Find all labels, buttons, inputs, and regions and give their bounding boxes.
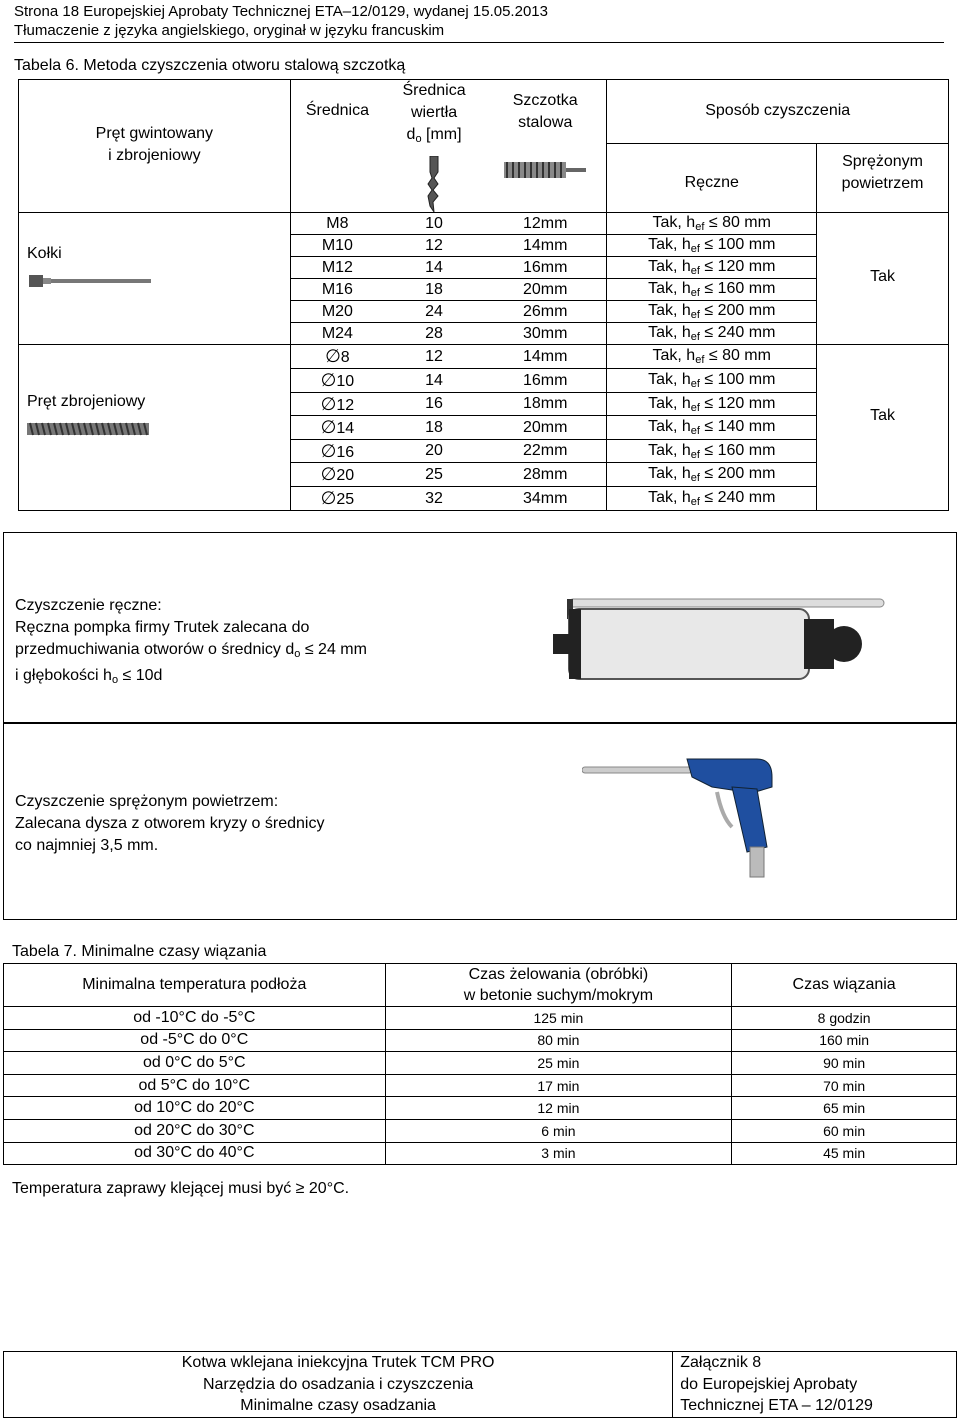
manual-cell: [607, 393, 817, 416]
brush-cell: 34mm: [484, 487, 607, 511]
manual-pre: Tak, h: [648, 465, 691, 482]
t7-gel-cell: 25 min: [385, 1052, 732, 1075]
header-drill-line2: wiertła: [410, 104, 458, 121]
manual-cell: [607, 301, 817, 323]
header-drill-line1: Średnica: [402, 82, 466, 99]
header-drill-sub: o: [415, 133, 422, 145]
diameter-symbol-icon: ∅: [320, 417, 337, 438]
header-air-line1: Sprężonym: [842, 152, 923, 170]
footer-right-1: Załącznik 8: [680, 1354, 762, 1371]
manual-pre: Tak, h: [648, 324, 691, 341]
size-value: 25: [336, 491, 355, 508]
manual-pre: Tak, h: [648, 236, 691, 253]
drill-cell: 24: [384, 301, 484, 323]
header-rod-line1: Pręt gwintowany: [95, 125, 214, 142]
header-line-1: Strona 18 Europejskiej Aprobaty Technicznej ETA–12/0129, wydanej 15.05.2013: [14, 3, 548, 20]
manual-val: ≤ 120 mm: [699, 258, 776, 275]
air-cleaning-text: [15, 791, 324, 857]
header-rod-line2: i zbrojeniowy: [108, 147, 201, 164]
diameter-cell: [290, 416, 384, 440]
manual-cell: [607, 257, 817, 279]
air-cleaning-box: [3, 722, 957, 920]
manual-pre: Tak, h: [648, 441, 691, 459]
brush-cell: 18mm: [484, 393, 607, 416]
hand-pump-icon: [549, 589, 889, 709]
brush-cell: 16mm: [484, 257, 607, 279]
table7-title: [12, 943, 266, 961]
t7-gel-cell: 3 min: [385, 1142, 732, 1165]
manual-val: ≤ 80 mm: [704, 214, 771, 231]
header-diameter: [290, 80, 384, 213]
manual-line-1: Ręczna pompka firmy Trutek zalecana do: [15, 619, 310, 636]
size-value: 10: [336, 373, 355, 390]
header-manual: [607, 143, 817, 212]
diameter-cell: [290, 213, 384, 235]
manual-pre: Tak, h: [648, 394, 691, 412]
size-value: M20: [321, 302, 353, 320]
brush-cell: 12mm: [484, 213, 607, 235]
manual-line-2-sub: o: [294, 648, 301, 660]
diameter-cell: [290, 257, 384, 279]
t7-gel-cell: 12 min: [385, 1097, 732, 1120]
header-brush: [484, 80, 607, 213]
t7-temp-cell: od 0°C do 5°C: [4, 1052, 386, 1075]
table6-title: Tabela 6. Metoda czyszczenia otworu stalową szczotką: [14, 57, 406, 74]
manual-cell: [607, 235, 817, 257]
size-value: 16: [336, 443, 355, 461]
header-rod: [19, 80, 291, 213]
diameter-cell: [290, 440, 384, 463]
footer-right-2: do Europejskiej Aprobaty: [680, 1375, 858, 1393]
t7-header-temp: Minimalna temperatura podłoża: [4, 964, 386, 1007]
t7-temp-cell: od 20°C do 30°C: [4, 1119, 386, 1142]
air-title: Czyszczenie sprężonym powietrzem: [15, 793, 274, 810]
brush-cell: 16mm: [484, 369, 607, 393]
manual-sub: ef: [690, 496, 700, 508]
size-value: 8: [340, 349, 350, 366]
table-row: [4, 1142, 957, 1165]
footer-right-3: Technicznej ETA – 12/0129: [680, 1397, 873, 1414]
brush-cell: 14mm: [484, 345, 607, 369]
manual-cleaning-box: [3, 532, 957, 724]
t7-gel-cell: 6 min: [385, 1119, 732, 1142]
manual-cell: [607, 369, 817, 393]
brush-cell: 30mm: [484, 323, 607, 345]
group-label-cell: [19, 345, 291, 511]
t7-cure-cell: 70 min: [732, 1074, 957, 1097]
manual-val: ≤ 100 mm: [699, 236, 776, 253]
manual-val: ≤ 200 mm: [699, 302, 776, 319]
t7-header-gel-line1: Czas żelowania (obróbki): [468, 966, 649, 983]
t7-cure-cell: 65 min: [732, 1097, 957, 1120]
air-cell: Tak: [817, 345, 949, 511]
manual-sub: ef: [690, 287, 700, 299]
manual-title-line: [15, 595, 367, 617]
t7-temp-cell: od -5°C do 0°C: [4, 1029, 386, 1052]
brush-cell: 22mm: [484, 440, 607, 463]
anchor-rod-icon: [27, 269, 157, 293]
t7-cure-cell: 90 min: [732, 1052, 957, 1075]
manual-line-2-post: ≤ 24 mm: [300, 641, 367, 658]
manual-sub: ef: [690, 243, 700, 255]
header-brush-line2: stalowa: [518, 114, 573, 131]
air-title-line: [15, 791, 324, 813]
group-label-kolki: Kołki: [27, 245, 62, 262]
diameter-cell: [290, 323, 384, 345]
header-method-label: Sposób czyszczenia: [705, 102, 851, 120]
manual-val: ≤ 160 mm: [699, 441, 776, 459]
manual-val: ≤ 120 mm: [699, 394, 776, 412]
brush-cell: 20mm: [484, 279, 607, 301]
t7-temp-cell: od 5°C do 10°C: [4, 1074, 386, 1097]
manual-line-2: [15, 639, 367, 665]
manual-line-2-pre: przedmuchiwania otworów o średnicy d: [15, 641, 295, 658]
manual-cleaning-text: [15, 595, 367, 691]
size-value: 14: [336, 420, 355, 437]
footer-left-3: Minimalne czasy osadzania: [240, 1397, 436, 1414]
header-manual-label: Ręczne: [684, 174, 739, 191]
size-value: M24: [321, 324, 353, 342]
manual-sub: ef: [690, 472, 700, 484]
group-label-rebar: Pręt zbrojeniowy: [27, 393, 146, 410]
size-value: 12: [336, 396, 355, 414]
steel-brush-icon: [504, 160, 586, 180]
header-diameter-label: Średnica: [305, 102, 369, 119]
diameter-cell: [290, 487, 384, 511]
table-row: [4, 1052, 957, 1075]
drill-cell: 32: [384, 487, 484, 511]
header-drill-line3: [384, 124, 484, 150]
diameter-cell: [290, 235, 384, 257]
manual-sub: ef: [690, 401, 700, 414]
manual-sub: ef: [690, 309, 700, 321]
header-drill: [384, 80, 484, 213]
t7-cure-cell: 45 min: [732, 1142, 957, 1165]
drill-cell: 14: [384, 257, 484, 279]
footer-left: [4, 1352, 673, 1418]
header-line-2: Tłumaczenie z języka angielskiego, oryginał w języku francuskim: [14, 22, 445, 39]
air-colon: :: [273, 793, 279, 810]
t7-temp-cell: od -10°C do -5°C: [4, 1007, 386, 1030]
size-value: 20: [336, 467, 355, 484]
diameter-symbol-icon: ∅: [320, 488, 337, 509]
drill-cell: 16: [384, 393, 484, 416]
manual-pre: Tak, h: [648, 258, 691, 275]
manual-pre: Tak, h: [648, 489, 691, 506]
t7-header-gel-line2: w betonie suchym/mokrym: [463, 987, 654, 1004]
manual-cell: [607, 440, 817, 463]
drill-cell: 12: [384, 345, 484, 369]
air-cell: Tak: [817, 213, 949, 345]
drill-cell: 18: [384, 416, 484, 440]
table-row: [4, 1097, 957, 1120]
table7-title-text: Tabela 7. Minimalne czasy wiązania: [12, 943, 267, 960]
t7-gel-cell: 80 min: [385, 1029, 732, 1052]
manual-sub: ef: [690, 378, 700, 390]
manual-sub: ef: [695, 354, 705, 366]
footer-left-1: Kotwa wklejana iniekcyjna Trutek TCM PRO: [181, 1354, 495, 1371]
t7-cure-cell: 160 min: [732, 1029, 957, 1052]
t7-cure-cell: 60 min: [732, 1119, 957, 1142]
diameter-symbol-icon: ∅: [320, 440, 337, 462]
rebar-icon: [27, 417, 157, 441]
manual-title: Czyszczenie ręczne: [15, 597, 158, 614]
t7-temp-cell: od 30°C do 40°C: [4, 1142, 386, 1165]
table-row: [4, 1029, 957, 1052]
manual-val: ≤ 140 mm: [699, 418, 776, 435]
diameter-cell: [290, 393, 384, 416]
manual-line-3: [15, 665, 367, 691]
document-header: [14, 2, 944, 43]
diameter-symbol-icon: ∅: [320, 393, 337, 415]
t7-header-gel: [385, 964, 732, 1007]
size-value: M8: [326, 214, 349, 232]
manual-val: ≤ 80 mm: [704, 347, 771, 364]
brush-cell: 14mm: [484, 235, 607, 257]
drill-cell: 12: [384, 235, 484, 257]
drill-cell: 28: [384, 323, 484, 345]
t7-gel-cell: 17 min: [385, 1074, 732, 1097]
diameter-symbol-icon: ∅: [320, 370, 337, 391]
manual-cell: [607, 279, 817, 301]
table6: [18, 79, 949, 511]
diameter-cell: [290, 369, 384, 393]
table6-group-anchors: [19, 213, 949, 511]
drill-cell: 18: [384, 279, 484, 301]
brush-cell: 28mm: [484, 463, 607, 487]
drill-cell: 14: [384, 369, 484, 393]
table-row: [4, 1074, 957, 1097]
brush-cell: 26mm: [484, 301, 607, 323]
manual-cell: [607, 416, 817, 440]
manual-pre: Tak, h: [648, 302, 691, 319]
header-method: [607, 80, 949, 144]
manual-pre: Tak, h: [648, 371, 691, 388]
t7-header-cure: Czas wiązania: [732, 964, 957, 1007]
brush-cell: 20mm: [484, 416, 607, 440]
manual-pre: Tak, h: [648, 418, 691, 435]
size-value: M10: [321, 236, 353, 254]
header-brush-line1: Szczotka: [512, 92, 578, 109]
air-line-2: co najmniej 3,5 mm.: [15, 837, 159, 854]
manual-cell: [607, 487, 817, 511]
manual-sub: ef: [695, 221, 705, 233]
manual-cell: [607, 323, 817, 345]
header-air-line2: powietrzem: [841, 174, 924, 192]
manual-val: ≤ 240 mm: [699, 489, 776, 506]
footer-table: [3, 1351, 957, 1418]
manual-sub: ef: [690, 331, 700, 343]
size-value: M16: [321, 280, 353, 298]
diameter-cell: [290, 279, 384, 301]
t7-temp-cell: od 10°C do 20°C: [4, 1097, 386, 1120]
manual-pre: Tak, h: [648, 280, 691, 297]
manual-cell: [607, 213, 817, 235]
manual-sub: ef: [690, 425, 700, 437]
table-row: [4, 1007, 957, 1030]
manual-val: ≤ 100 mm: [699, 371, 776, 388]
manual-cell: [607, 463, 817, 487]
air-line-1: Zalecana dysza z otworem kryzy o średnicy: [15, 815, 325, 832]
drill-cell: 20: [384, 440, 484, 463]
footer-left-2: Narzędzia do osadzania i czyszczenia: [202, 1375, 474, 1393]
temperature-note: Temperatura zaprawy klejącej musi być ≥ 20°C.: [12, 1180, 350, 1197]
table-row: [19, 345, 949, 369]
manual-sub: ef: [690, 265, 700, 277]
drill-bit-icon: [419, 156, 449, 212]
group-label-cell: [19, 213, 291, 345]
manual-pre: Tak, h: [652, 214, 696, 231]
table-row: [4, 1119, 957, 1142]
size-value: M12: [321, 258, 353, 276]
header-drill-unit: [mm]: [421, 126, 462, 143]
diameter-cell: [290, 463, 384, 487]
manual-pre: Tak, h: [652, 347, 696, 364]
drill-cell: 25: [384, 463, 484, 487]
diameter-symbol-icon: ∅: [320, 464, 337, 485]
diameter-cell: [290, 301, 384, 323]
air-gun-icon: [582, 737, 782, 887]
table7: [3, 963, 957, 1165]
manual-val: ≤ 200 mm: [699, 465, 776, 482]
diameter-symbol-icon: ∅: [325, 346, 341, 367]
manual-line-3-sub: o: [111, 674, 119, 686]
footer-right: [673, 1352, 957, 1418]
drill-cell: 10: [384, 213, 484, 235]
t7-cure-cell: 8 godzin: [732, 1007, 957, 1030]
header-drill-d: d: [406, 126, 416, 143]
t7-gel-cell: 125 min: [385, 1007, 732, 1030]
header-air: [817, 143, 949, 212]
manual-colon: :: [157, 597, 162, 614]
manual-val: ≤ 160 mm: [699, 280, 776, 297]
manual-cell: [607, 345, 817, 369]
manual-line-3-pre: i głębokości h: [15, 667, 112, 684]
table-row: [19, 213, 949, 235]
manual-line-3-post: ≤ 10d: [118, 667, 163, 684]
diameter-cell: [290, 345, 384, 369]
manual-sub: ef: [690, 448, 700, 461]
manual-val: ≤ 240 mm: [699, 324, 776, 341]
